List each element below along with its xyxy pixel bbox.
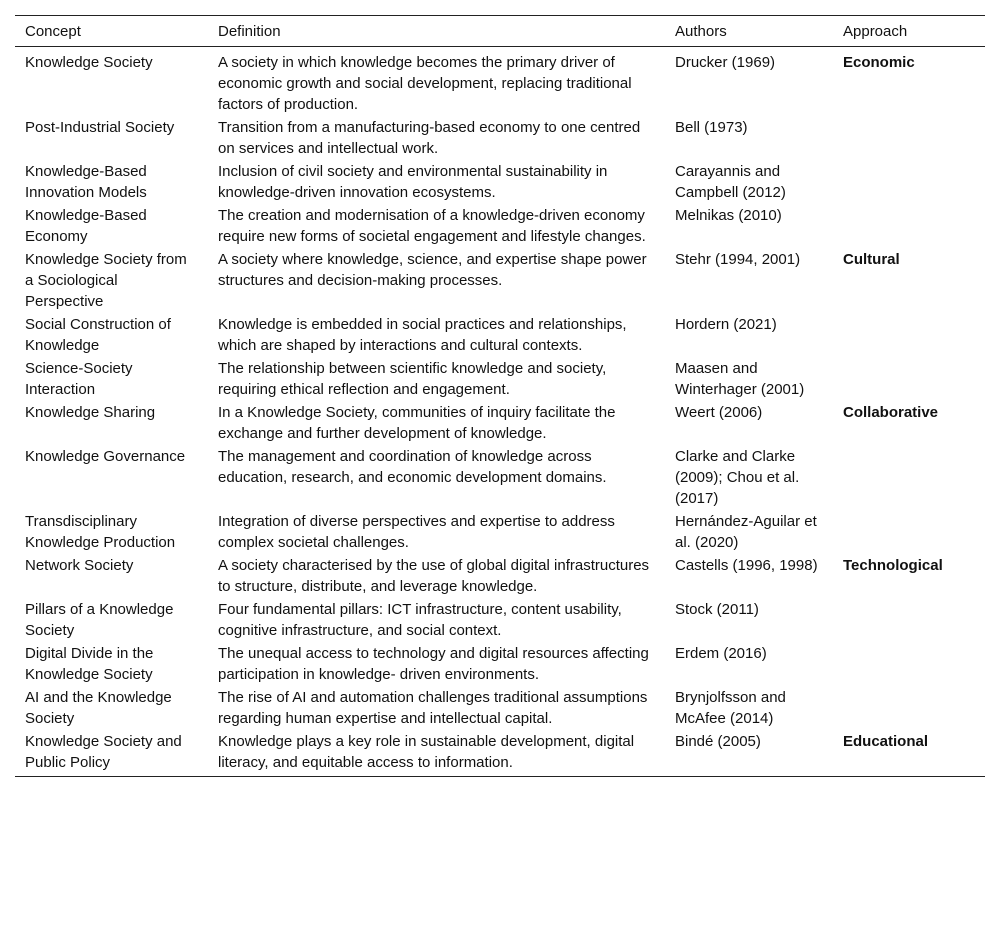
cell-concept: Knowledge-Based Economy (25, 207, 147, 245)
cell-authors: Castells (1996, 1998) (675, 557, 818, 574)
table-row (15, 445, 985, 510)
cell-authors: Melnikas (2010) (675, 207, 782, 224)
cell-definition: The relationship between scientific knowledge and society, requiring ethical reflection and engagement. (218, 360, 607, 398)
cell-definition: The rise of AI and automation challenges traditional assumptions regarding human expertise and intellectual capital. (218, 689, 648, 727)
cell-authors: Weert (2006) (675, 404, 763, 421)
cell-concept: Transdisciplinary Knowledge Production (25, 513, 176, 551)
header-authors: Authors (675, 23, 727, 40)
table-header (15, 16, 985, 47)
cell-approach: Collaborative (843, 404, 939, 421)
cell-concept: Knowledge Society from a Sociological Perspective (25, 251, 187, 310)
cell-approach (833, 116, 985, 160)
cell-approach (833, 598, 985, 642)
cell-approach (833, 313, 985, 357)
header-approach: Approach (843, 23, 908, 40)
table-row (15, 686, 985, 730)
table-row (15, 47, 985, 117)
cell-definition: A society where knowledge, science, and expertise shape power structures and decision-making processes. (218, 251, 647, 289)
cell-approach (833, 642, 985, 686)
cell-definition: The unequal access to technology and digital resources affecting participation in knowledge- driven environments. (218, 645, 649, 683)
cell-concept: Knowledge Society (25, 54, 153, 71)
cell-concept: Knowledge Governance (25, 448, 186, 465)
cell-approach (833, 160, 985, 204)
cell-approach (833, 686, 985, 730)
cell-authors: Hernández-Aguilar et al. (2020) (675, 513, 817, 551)
cell-concept: Digital Divide in the Knowledge Society (25, 645, 154, 683)
table-row (15, 730, 985, 777)
cell-concept: Social Construction of Knowledge (25, 316, 171, 354)
cell-concept: Knowledge Sharing (25, 404, 156, 421)
cell-concept: Knowledge-Based Innovation Models (25, 163, 147, 201)
header-row (15, 16, 985, 47)
cell-definition: In a Knowledge Society, communities of inquiry facilitate the exchange and further development of knowledge. (218, 404, 616, 442)
cell-definition: Knowledge plays a key role in sustainable development, digital literacy, and equitable access to information. (218, 733, 635, 771)
cell-authors: Maasen and Winterhager (2001) (675, 360, 805, 398)
cell-authors: Clarke and Clarke (2009); Chou et al. (2017) (675, 448, 800, 507)
cell-authors: Bindé (2005) (675, 733, 761, 750)
table-row (15, 204, 985, 248)
cell-definition: A society characterised by the use of global digital infrastructures to structure, distribute, and leverage knowledge. (218, 557, 650, 595)
cell-concept: Knowledge Society and Public Policy (25, 733, 182, 771)
cell-approach (833, 204, 985, 248)
cell-definition: The creation and modernisation of a knowledge-driven economy require new forms of societal engagement and lifestyle changes. (218, 207, 646, 245)
cell-definition: Knowledge is embedded in social practices and relationships, which are shaped by interactions and cultural contexts. (218, 316, 627, 354)
cell-concept: Post-Industrial Society (25, 119, 175, 136)
cell-approach: Educational (843, 733, 929, 750)
table-row (15, 357, 985, 401)
cell-approach (833, 510, 985, 554)
table-row (15, 313, 985, 357)
table-row (15, 554, 985, 598)
table-row (15, 401, 985, 445)
cell-concept: Network Society (25, 557, 134, 574)
cell-definition: Transition from a manufacturing-based economy to one centred on services and intellectual work. (218, 119, 641, 157)
cell-authors: Brynjolfsson and McAfee (2014) (675, 689, 786, 727)
cell-authors: Erdem (2016) (675, 645, 767, 662)
cell-definition: The management and coordination of knowledge across education, research, and economic development domains. (218, 448, 607, 486)
concepts-table (15, 15, 985, 777)
cell-authors: Stehr (1994, 2001) (675, 251, 801, 268)
header-concept: Concept (25, 23, 81, 40)
cell-definition: Integration of diverse perspectives and expertise to address complex societal challenges. (218, 513, 615, 551)
table-row (15, 248, 985, 313)
cell-authors: Hordern (2021) (675, 316, 777, 333)
cell-definition: Four fundamental pillars: ICT infrastructure, content usability, cognitive infrastructure, and social context. (218, 601, 622, 639)
table-row (15, 160, 985, 204)
cell-approach: Technological (843, 557, 943, 574)
header-definition: Definition (218, 23, 281, 40)
cell-approach: Cultural (843, 251, 900, 268)
cell-authors: Stock (2011) (675, 601, 759, 618)
cell-authors: Drucker (1969) (675, 54, 776, 71)
cell-approach (833, 357, 985, 401)
cell-definition: Inclusion of civil society and environmental sustainability in knowledge-driven innovation ecosystems. (218, 163, 608, 201)
cell-approach: Economic (843, 54, 915, 71)
table-row (15, 598, 985, 642)
cell-concept: AI and the Knowledge Society (25, 689, 172, 727)
cell-approach (833, 445, 985, 510)
cell-concept: Pillars of a Knowledge Society (25, 601, 174, 639)
cell-concept: Science-Society Interaction (25, 360, 133, 398)
cell-definition: A society in which knowledge becomes the primary driver of economic growth and social development, replacing traditional factors of production. (218, 54, 632, 113)
concepts-table-container (15, 15, 985, 777)
table-body (15, 47, 985, 777)
cell-authors: Carayannis and Campbell (2012) (675, 163, 786, 201)
table-row (15, 116, 985, 160)
table-row (15, 642, 985, 686)
table-row (15, 510, 985, 554)
cell-authors: Bell (1973) (675, 119, 748, 136)
